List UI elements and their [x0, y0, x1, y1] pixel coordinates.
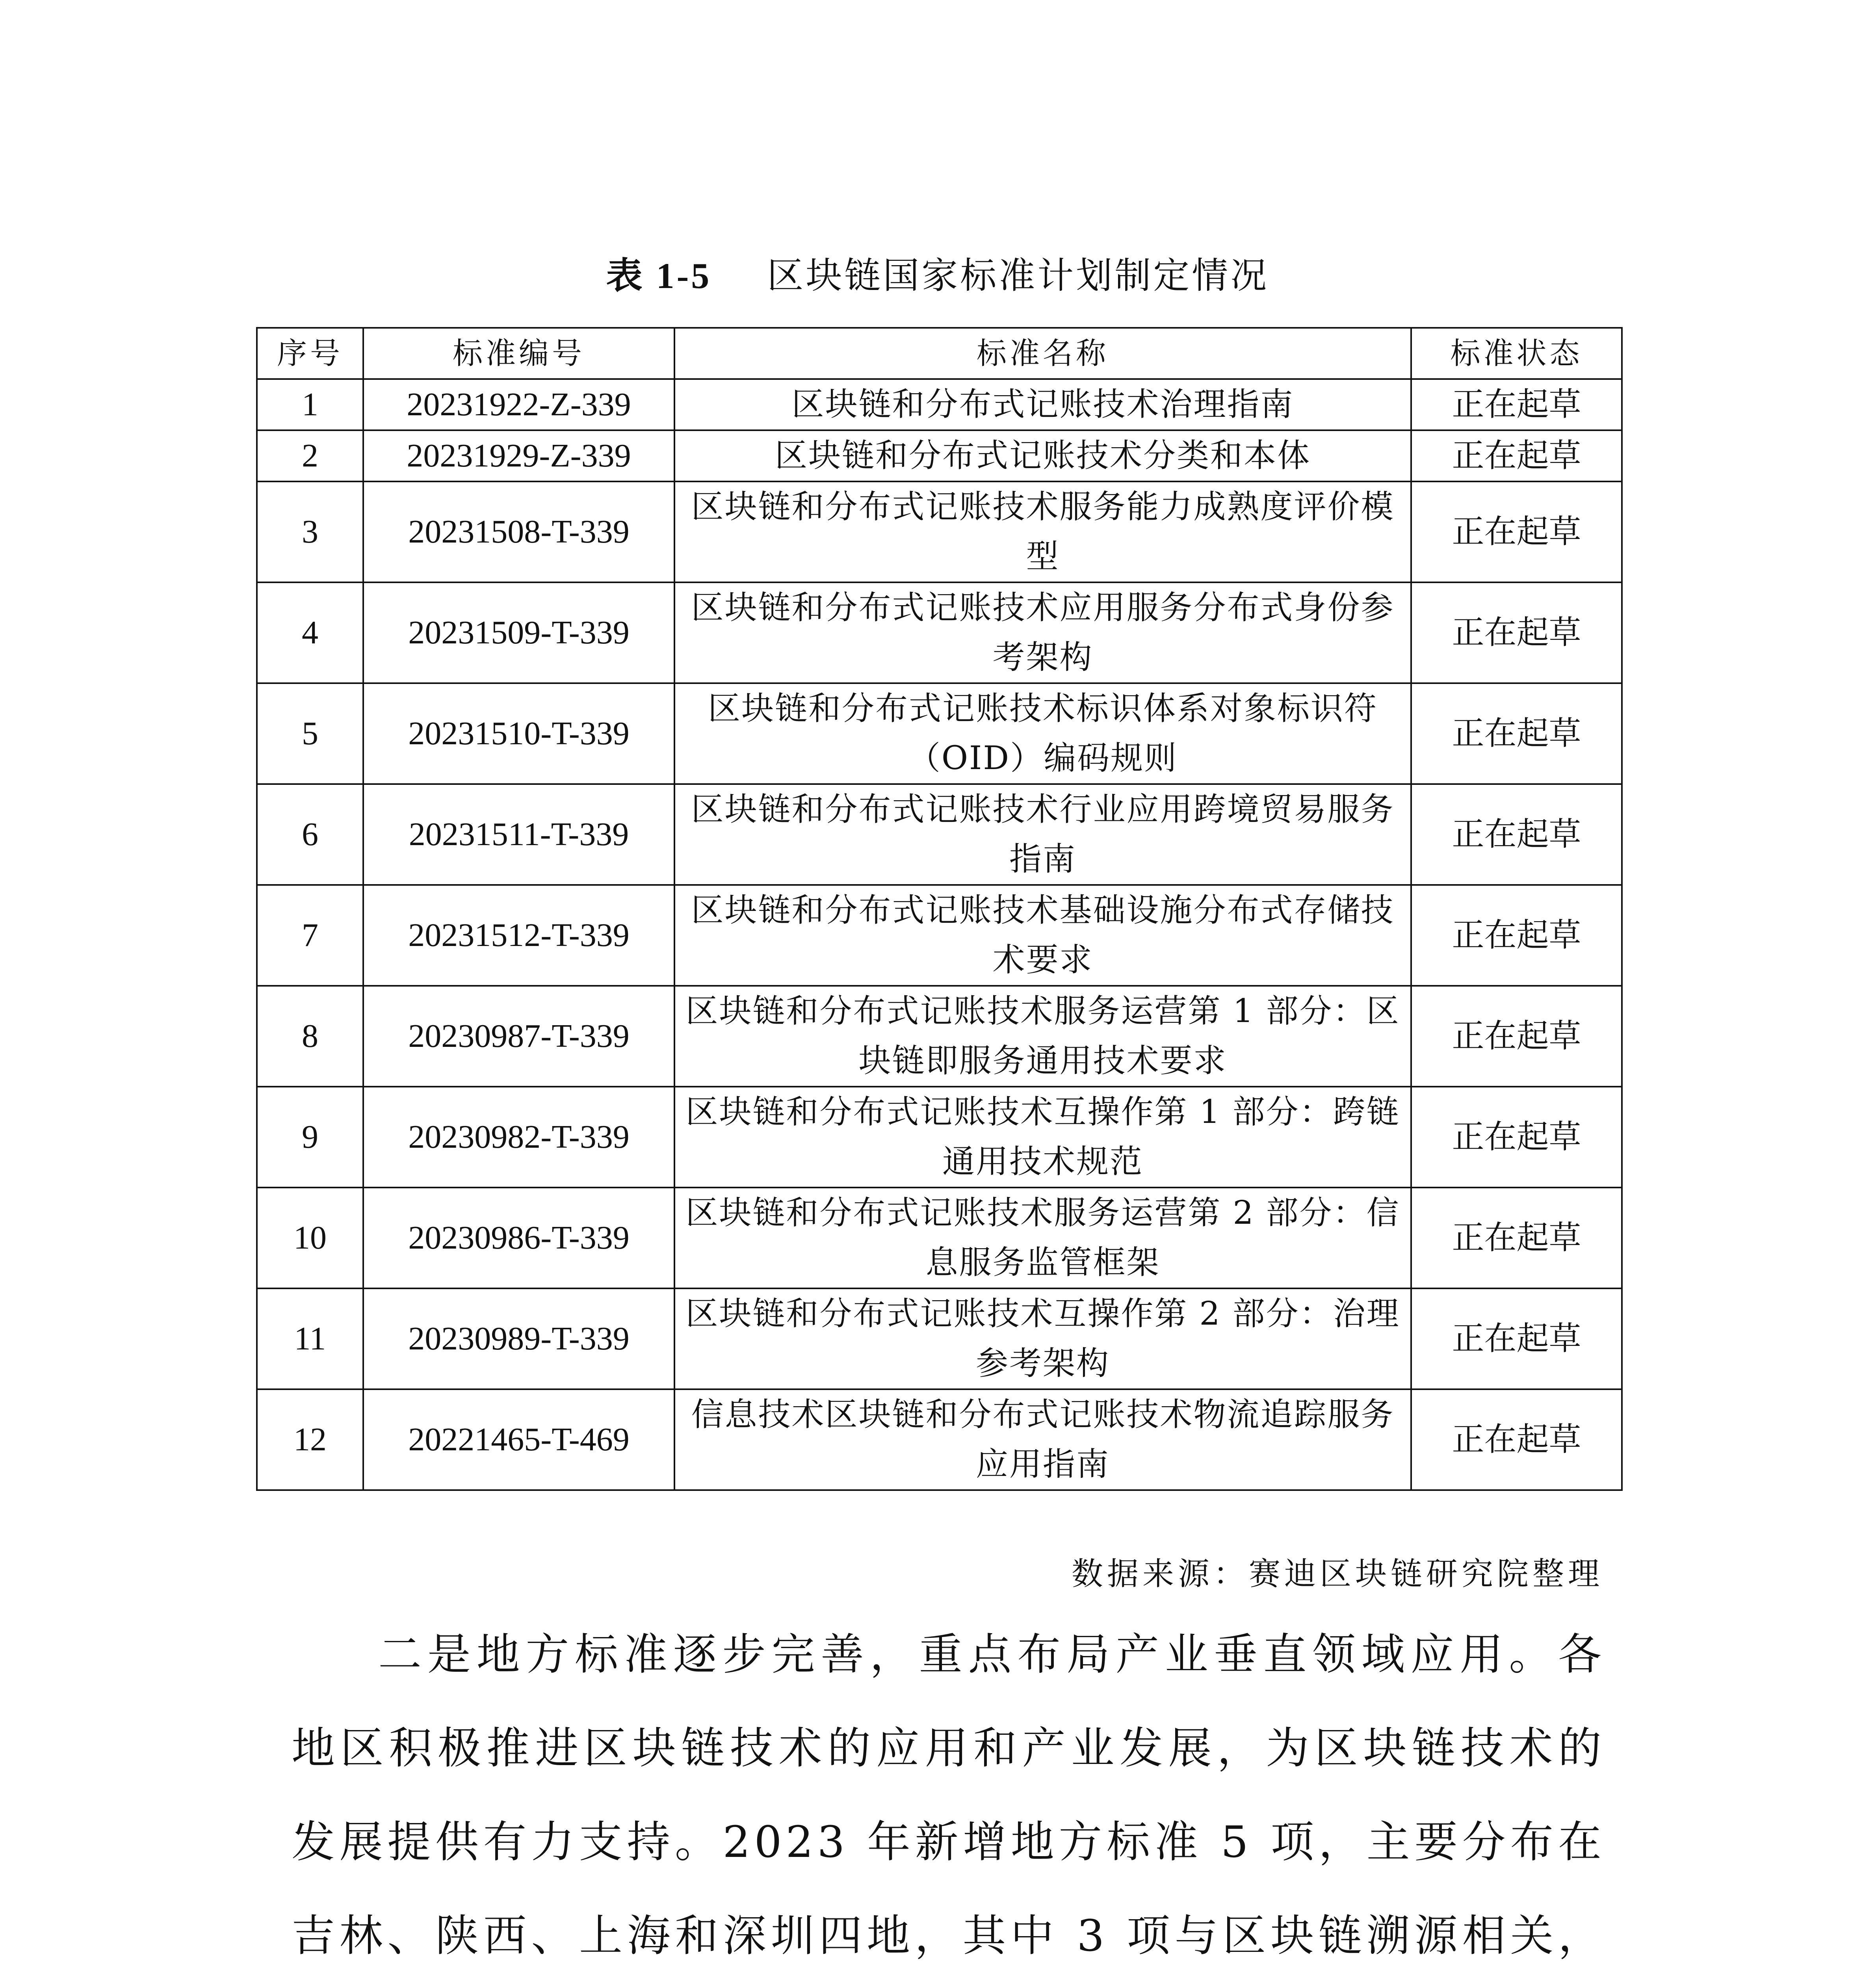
row-index: 12	[257, 1389, 363, 1490]
row-index: 2	[257, 430, 363, 481]
row-code: 20231512-T-339	[363, 885, 674, 986]
national-standards-table	[256, 327, 1623, 1491]
header-name: 标准名称	[674, 328, 1411, 379]
table-row	[257, 1188, 1622, 1288]
table-row	[257, 1087, 1622, 1188]
row-status: 正在起草	[1411, 582, 1622, 683]
row-name: 区块链和分布式记账技术互操作第 2 部分：治理参考架构	[674, 1288, 1411, 1389]
table-row	[257, 683, 1622, 784]
table-row	[257, 379, 1622, 430]
table-row	[257, 430, 1622, 481]
row-code: 20230989-T-339	[363, 1288, 674, 1389]
row-index: 3	[257, 481, 363, 582]
row-index: 10	[257, 1188, 363, 1288]
row-name: 区块链和分布式记账技术互操作第 1 部分：跨链通用技术规范	[674, 1087, 1411, 1188]
row-status: 正在起草	[1411, 683, 1622, 784]
row-name: 区块链和分布式记账技术服务能力成熟度评价模型	[674, 481, 1411, 582]
row-code: 20230982-T-339	[363, 1087, 674, 1188]
row-status: 正在起草	[1411, 1188, 1622, 1288]
row-code: 20231929-Z-339	[363, 430, 674, 481]
row-index: 5	[257, 683, 363, 784]
header-code: 标准编号	[363, 328, 674, 379]
row-status: 正在起草	[1411, 1389, 1622, 1490]
table-row	[257, 1288, 1622, 1389]
row-status: 正在起草	[1411, 885, 1622, 986]
header-status: 标准状态	[1411, 328, 1622, 379]
row-index: 6	[257, 784, 363, 885]
row-code: 20231922-Z-339	[363, 379, 674, 430]
table-row	[257, 986, 1622, 1087]
row-status: 正在起草	[1411, 1288, 1622, 1389]
table-row	[257, 481, 1622, 582]
table-1-5-title: 区块链国家标准计划制定情况	[767, 255, 1269, 297]
row-name: 区块链和分布式记账技术应用服务分布式身份参考架构	[674, 582, 1411, 683]
row-code: 20221465-T-469	[363, 1389, 674, 1490]
row-index: 8	[257, 986, 363, 1087]
table-row	[257, 784, 1622, 885]
row-name: 区块链和分布式记账技术行业应用跨境贸易服务指南	[674, 784, 1411, 885]
table-1-5-caption	[256, 252, 1619, 299]
row-code: 20231508-T-339	[363, 481, 674, 582]
row-code: 20231509-T-339	[363, 582, 674, 683]
row-name: 区块链和分布式记账技术治理指南	[674, 379, 1411, 430]
row-index: 9	[257, 1087, 363, 1188]
row-status: 正在起草	[1411, 784, 1622, 885]
row-status: 正在起草	[1411, 481, 1622, 582]
data-source-note: 数据来源：赛迪区块链研究院整理	[1072, 1556, 1603, 1592]
row-status: 正在起草	[1411, 430, 1622, 481]
table-row	[257, 1389, 1622, 1490]
row-index: 7	[257, 885, 363, 986]
row-index: 4	[257, 582, 363, 683]
table-row	[257, 582, 1622, 683]
row-name: 信息技术区块链和分布式记账技术物流追踪服务应用指南	[674, 1389, 1411, 1490]
row-name: 区块链和分布式记账技术分类和本体	[674, 430, 1411, 481]
row-status: 正在起草	[1411, 1087, 1622, 1188]
row-name: 区块链和分布式记账技术服务运营第 1 部分：区块链即服务通用技术要求	[674, 986, 1411, 1087]
row-index: 1	[257, 379, 363, 430]
row-code: 20230986-T-339	[363, 1188, 674, 1288]
row-status: 正在起草	[1411, 379, 1622, 430]
row-name: 区块链和分布式记账技术服务运营第 2 部分：信息服务监管框架	[674, 1188, 1411, 1288]
header-index: 序号	[257, 328, 363, 379]
body-paragraph: 二是地方标准逐步完善，重点布局产业垂直领域应用。各地区积极推进区块链技术的应用和产业发展，为区块链技术的发展提供有力支持。2023 年新增地方标准 5 项，主要分布在吉林、陕西、上海和深圳四地，其中 3 项与区块链溯源相关，	[292, 1629, 1605, 1961]
row-code: 20230987-T-339	[363, 986, 674, 1087]
table-1-5-number: 表 1-5	[606, 256, 712, 296]
row-index: 11	[257, 1288, 363, 1389]
row-status: 正在起草	[1411, 986, 1622, 1087]
table-header-row	[257, 328, 1622, 379]
row-code: 20231510-T-339	[363, 683, 674, 784]
table-row	[257, 885, 1622, 986]
row-name: 区块链和分布式记账技术标识体系对象标识符（OID）编码规则	[674, 683, 1411, 784]
row-code: 20231511-T-339	[363, 784, 674, 885]
row-name: 区块链和分布式记账技术基础设施分布式存储技术要求	[674, 885, 1411, 986]
